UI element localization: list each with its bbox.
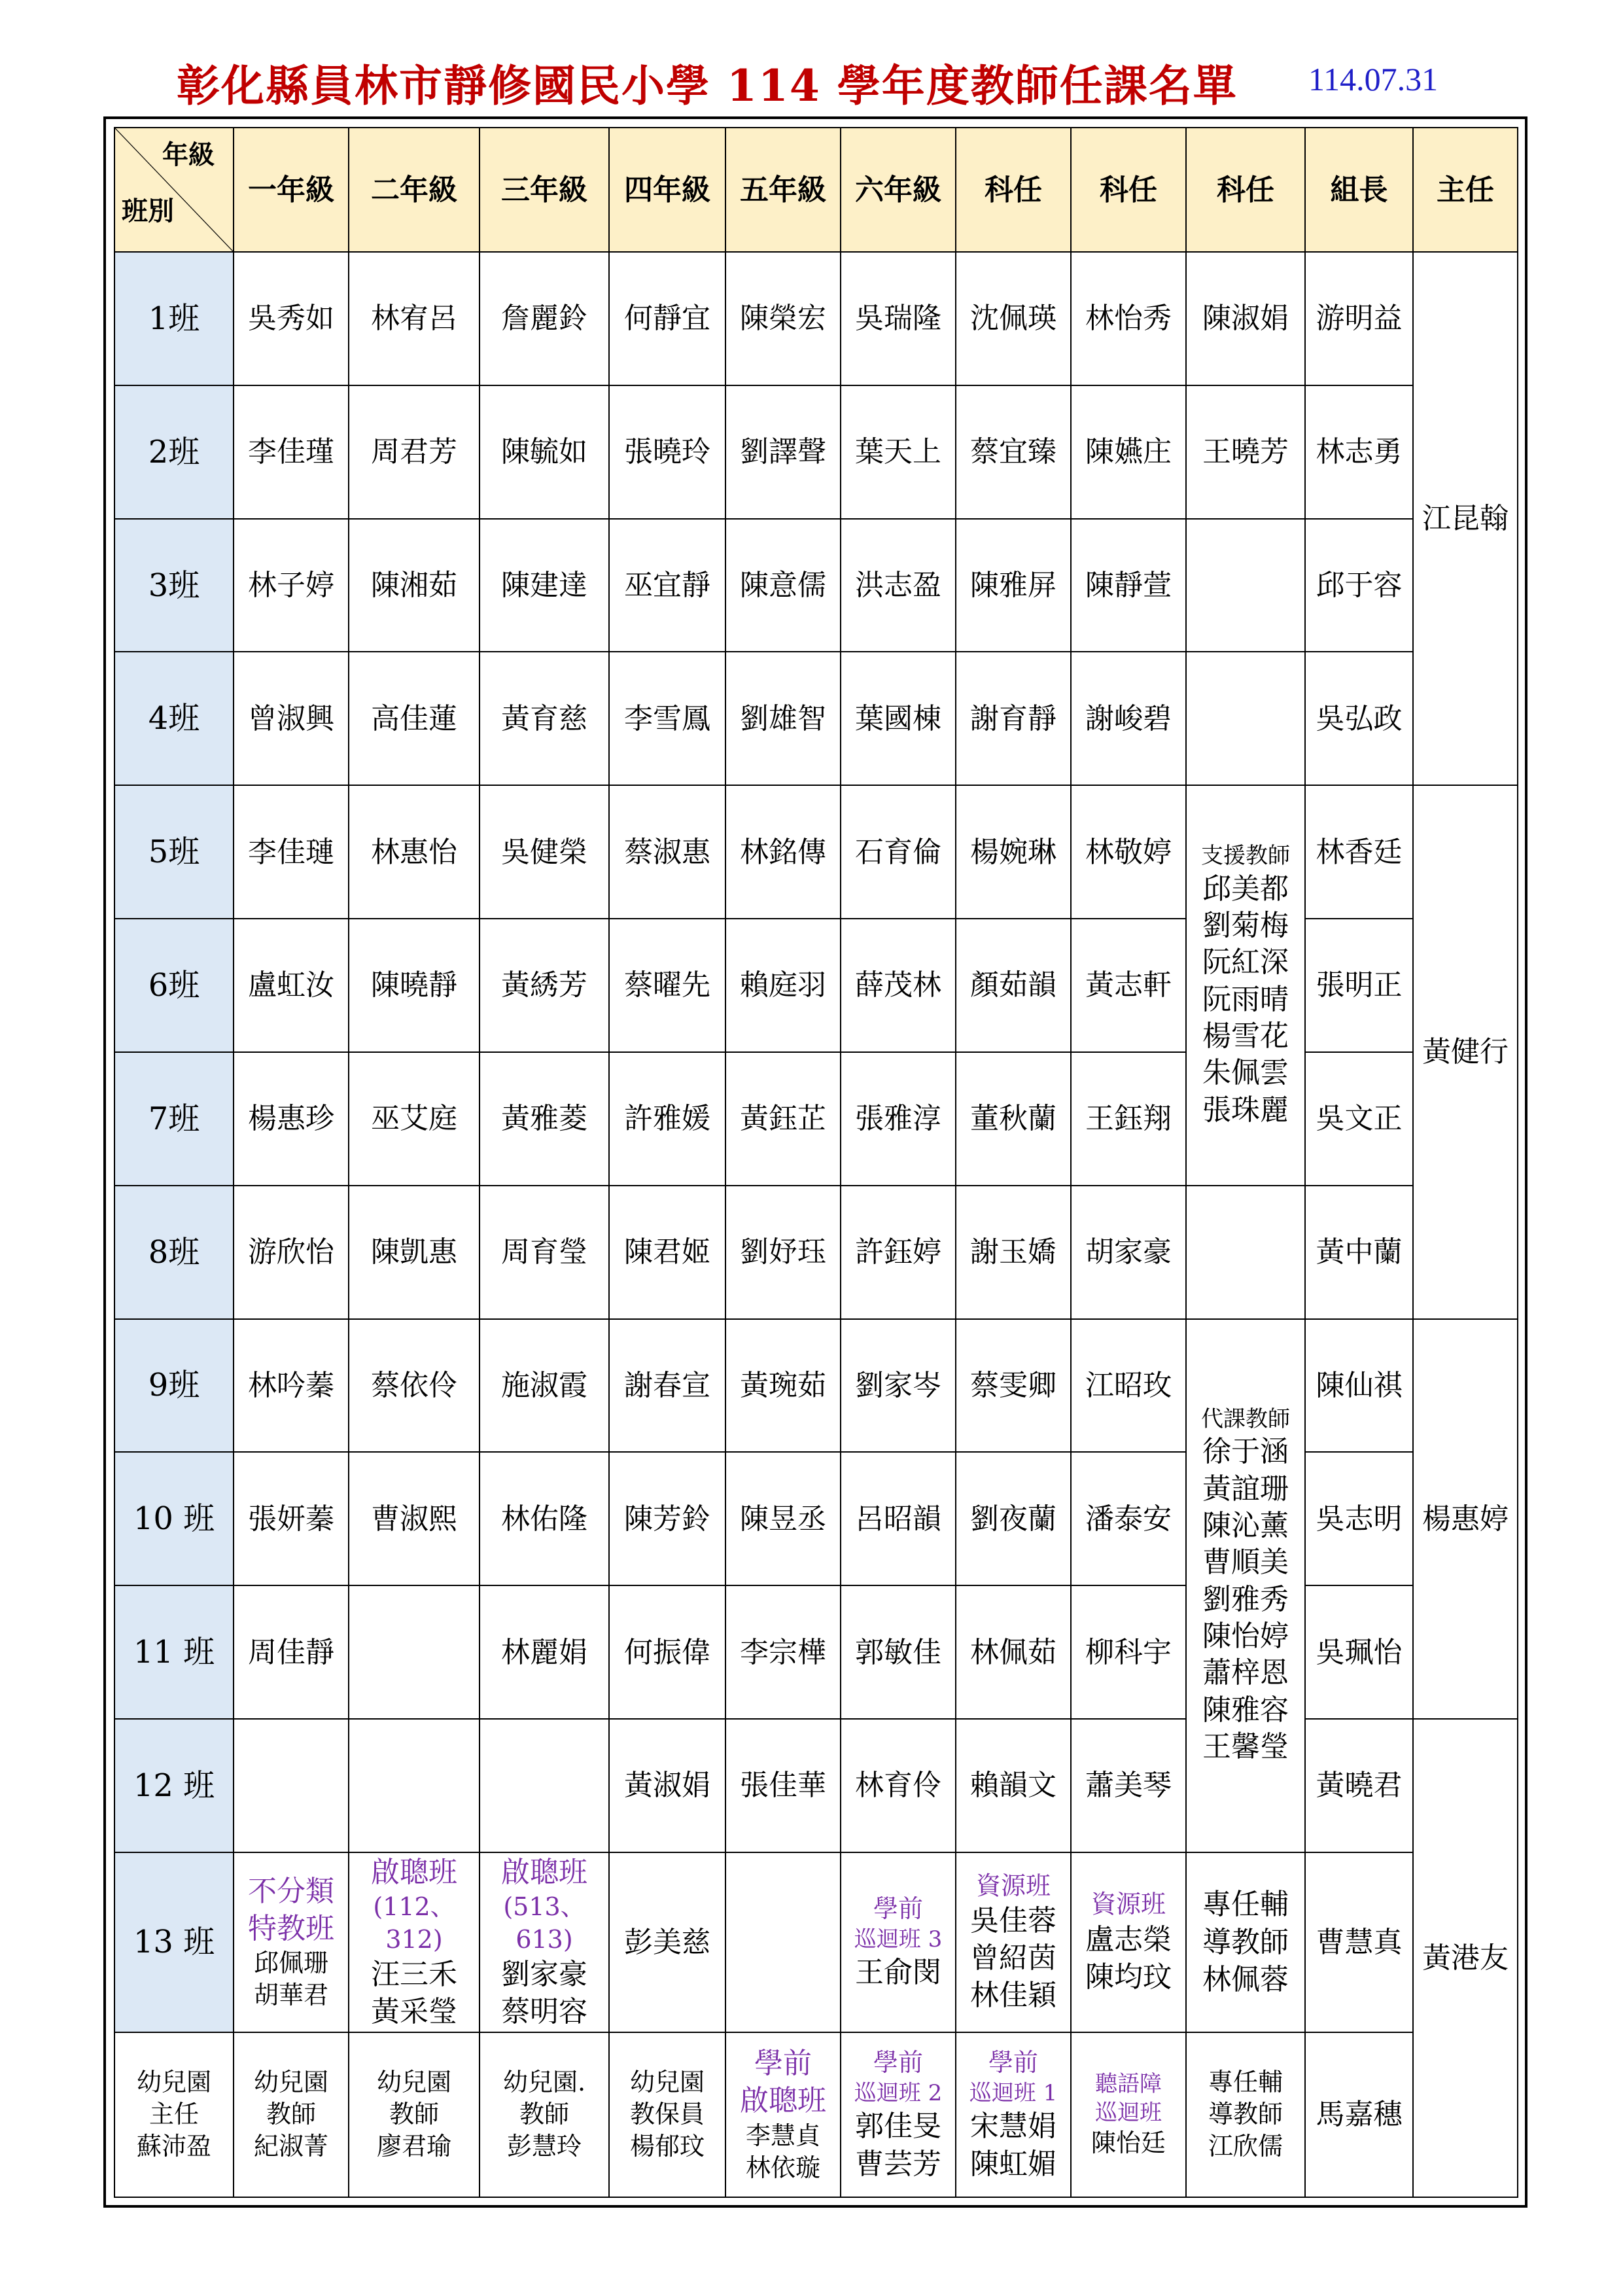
teacher-name: 宋慧娟 bbox=[970, 2110, 1056, 2144]
class-row-6 bbox=[114, 919, 1518, 1052]
special-class-cell bbox=[841, 1852, 956, 2032]
class-row-1 bbox=[114, 252, 1518, 385]
teacher-cell: 劉家岑 bbox=[841, 1319, 956, 1453]
label-line: 教師 bbox=[389, 2100, 439, 2129]
substitute-teachers-title: 代課教師 bbox=[1201, 1405, 1290, 1432]
teacher-cell: 董秋蘭 bbox=[956, 1052, 1071, 1186]
leader-cell: 曹慧真 bbox=[1305, 1852, 1413, 2032]
label-line: 幼兒園. bbox=[502, 2067, 586, 2096]
teacher-cell: 黃綉芳 bbox=[480, 919, 609, 1052]
teacher-cell: 黃鈺芷 bbox=[725, 1052, 841, 1186]
label-line: 蘇沛盈 bbox=[136, 2132, 211, 2161]
teacher-cell: 黃志軒 bbox=[1071, 919, 1186, 1052]
row-label: 11 班 bbox=[114, 1585, 234, 1719]
label-line: 幼兒園 bbox=[253, 2067, 328, 2096]
class-row-11 bbox=[114, 1585, 1518, 1719]
teacher-cell: 林佩茹 bbox=[956, 1585, 1071, 1719]
teacher-cell: 顏茹韻 bbox=[956, 919, 1071, 1052]
row-label: 1班 bbox=[114, 252, 234, 385]
row-label: 4班 bbox=[114, 652, 234, 785]
teacher-cell bbox=[234, 1719, 349, 1852]
teacher-name: 劉家豪 bbox=[501, 1957, 587, 1991]
teacher-cell: 林吟蓁 bbox=[234, 1319, 349, 1453]
teacher-name: 邱佩珊 bbox=[253, 1948, 328, 1977]
teacher-name: 郭佳旻 bbox=[855, 2110, 941, 2144]
teacher-cell: 蔡雯卿 bbox=[956, 1319, 1071, 1453]
teacher-cell: 李宗樺 bbox=[725, 1585, 841, 1719]
teacher-cell-empty bbox=[725, 1852, 841, 2032]
teacher-cell: 呂昭韻 bbox=[841, 1452, 956, 1585]
teacher-cell: 盧虹汝 bbox=[234, 919, 349, 1052]
special-class-cell bbox=[1071, 2032, 1186, 2197]
teacher-cell: 高佳蓮 bbox=[349, 652, 480, 785]
teacher-cell: 謝育靜 bbox=[956, 652, 1071, 785]
teacher-cell: 蔡淑惠 bbox=[609, 785, 725, 919]
teacher-cell: 陳嬿庄 bbox=[1071, 385, 1186, 519]
teacher-cell: 蕭美琴 bbox=[1071, 1719, 1186, 1852]
teacher-cell: 謝春宣 bbox=[609, 1319, 725, 1453]
teacher-cell: 林怡秀 bbox=[1071, 252, 1186, 385]
teacher-cell: 黃琬茹 bbox=[725, 1319, 841, 1453]
teacher-cell: 陳毓如 bbox=[480, 385, 609, 519]
special-class-cell bbox=[234, 1852, 349, 2032]
class-row-8 bbox=[114, 1186, 1518, 1319]
support-teacher: 朱佩雲 bbox=[1202, 1056, 1289, 1090]
teacher-name: 黃采瑩 bbox=[371, 1995, 457, 2029]
teacher-cell: 黃淑娟 bbox=[609, 1719, 725, 1852]
teacher-cell: 劉譯聲 bbox=[725, 385, 841, 519]
teacher-cell: 林敬婷 bbox=[1071, 785, 1186, 919]
director-cell: 楊惠婷 bbox=[1413, 1319, 1518, 1719]
special-class-title: 巡迴班 1 bbox=[969, 2080, 1058, 2107]
special-class-title: 資源班 bbox=[975, 1871, 1051, 1900]
leader-cell: 游明益 bbox=[1305, 252, 1413, 385]
document-date: 114.07.31 bbox=[1308, 61, 1439, 97]
row-label: 6班 bbox=[114, 919, 234, 1052]
special-class-title: 啟聰班 bbox=[501, 1855, 587, 1889]
teacher-name: 胡華君 bbox=[253, 1981, 328, 2010]
header-subject-1: 科任 bbox=[956, 128, 1071, 252]
teacher-name: 王俞閔 bbox=[855, 1956, 941, 1990]
special-class-cell bbox=[725, 2032, 841, 2197]
director-cell: 黃健行 bbox=[1413, 785, 1518, 1318]
teacher-cell: 林佑隆 bbox=[480, 1452, 609, 1585]
class-row-13 bbox=[114, 1852, 1518, 2032]
teacher-cell: 周育瑩 bbox=[480, 1186, 609, 1319]
special-class-cell bbox=[480, 1852, 609, 2032]
teacher-cell: 巫艾庭 bbox=[349, 1052, 480, 1186]
support-teacher: 阮雨晴 bbox=[1202, 982, 1289, 1016]
teacher-cell: 蔡宜臻 bbox=[956, 385, 1071, 519]
support-teachers-cell bbox=[1186, 785, 1305, 1185]
row-label: 13 班 bbox=[114, 1852, 234, 2032]
teacher-assignment-table bbox=[114, 127, 1518, 2198]
substitute-teacher: 王馨瑩 bbox=[1202, 1729, 1289, 1763]
director-cell: 江昆翰 bbox=[1413, 252, 1518, 785]
header-leader: 組長 bbox=[1305, 128, 1413, 252]
class-row-4 bbox=[114, 652, 1518, 785]
kindergarten-director-cell bbox=[114, 2032, 234, 2197]
label-line: 楊郁玟 bbox=[629, 2132, 705, 2161]
leader-cell: 吳弘政 bbox=[1305, 652, 1413, 785]
teacher-cell: 王曉芳 bbox=[1186, 385, 1305, 519]
teacher-cell: 柳科宇 bbox=[1071, 1585, 1186, 1719]
teacher-name: 曾紹茵 bbox=[970, 1941, 1056, 1975]
teacher-cell: 薛茂林 bbox=[841, 919, 956, 1052]
teacher-cell: 陳曉靜 bbox=[349, 919, 480, 1052]
teacher-cell: 李雪鳳 bbox=[609, 652, 725, 785]
header-subject-2: 科任 bbox=[1071, 128, 1186, 252]
special-class-title: (513、613) bbox=[503, 1892, 585, 1954]
teacher-cell: 陳君姬 bbox=[609, 1186, 725, 1319]
teacher-cell: 陳昱丞 bbox=[725, 1452, 841, 1585]
support-teachers-title: 支援教師 bbox=[1201, 843, 1290, 870]
teacher-cell: 劉妤珏 bbox=[725, 1186, 841, 1319]
special-class-title: 啟聰班 bbox=[371, 1855, 457, 1889]
label-line: 紀淑菁 bbox=[253, 2132, 328, 2161]
teacher-name: 李慧貞 bbox=[745, 2121, 820, 2150]
counselor-line: 林佩蓉 bbox=[1202, 1962, 1289, 1996]
teacher-name: 盧志榮 bbox=[1085, 1922, 1172, 1956]
label-line: 幼兒園 bbox=[376, 2067, 451, 2096]
support-teacher: 張珠麗 bbox=[1202, 1093, 1289, 1127]
label-line: 教師 bbox=[266, 2100, 316, 2129]
special-class-title: 學前 bbox=[988, 2047, 1038, 2077]
teacher-name: 汪三禾 bbox=[371, 1957, 457, 1991]
teacher-name: 陳均玟 bbox=[1085, 1960, 1172, 1994]
label-line: 彭慧玲 bbox=[506, 2132, 582, 2161]
teacher-cell: 何靜宜 bbox=[609, 252, 725, 385]
teacher-cell: 彭美慈 bbox=[609, 1852, 725, 2032]
teacher-cell: 林麗娟 bbox=[480, 1585, 609, 1719]
class-row-10 bbox=[114, 1452, 1518, 1585]
leader-cell: 黃中蘭 bbox=[1305, 1186, 1413, 1319]
counselor-line: 江欣儒 bbox=[1208, 2132, 1283, 2161]
teacher-cell: 李佳瑾 bbox=[234, 385, 349, 519]
teacher-cell: 陳榮宏 bbox=[725, 252, 841, 385]
teacher-name: 曹芸芳 bbox=[855, 2147, 941, 2181]
header-director: 主任 bbox=[1413, 128, 1518, 252]
teacher-cell bbox=[349, 1719, 480, 1852]
teacher-cell: 陳淑娟 bbox=[1186, 252, 1305, 385]
teacher-cell: 張妍蓁 bbox=[234, 1452, 349, 1585]
teacher-cell: 許鈺婷 bbox=[841, 1186, 956, 1319]
teacher-cell: 葉天上 bbox=[841, 385, 956, 519]
teacher-cell: 楊惠珍 bbox=[234, 1052, 349, 1186]
teacher-cell: 陳湘茹 bbox=[349, 519, 480, 652]
teacher-cell: 蔡曜先 bbox=[609, 919, 725, 1052]
substitute-teacher: 徐于涵 bbox=[1202, 1435, 1289, 1469]
teacher-cell: 曾淑興 bbox=[234, 652, 349, 785]
teacher-cell: 謝玉嬌 bbox=[956, 1186, 1071, 1319]
special-class-cell bbox=[841, 2032, 956, 2197]
teacher-cell: 林銘傳 bbox=[725, 785, 841, 919]
class-row-3 bbox=[114, 519, 1518, 652]
teacher-cell: 吳秀如 bbox=[234, 252, 349, 385]
class-row-2 bbox=[114, 385, 1518, 519]
teacher-cell: 何振偉 bbox=[609, 1585, 725, 1719]
class-row-7 bbox=[114, 1052, 1518, 1186]
special-class-cell bbox=[1071, 1852, 1186, 2032]
teacher-cell: 陳意儒 bbox=[725, 519, 841, 652]
counselor-line: 導教師 bbox=[1202, 1925, 1289, 1959]
teacher-cell: 劉夜蘭 bbox=[956, 1452, 1071, 1585]
teacher-cell bbox=[1186, 652, 1305, 785]
row-label: 12 班 bbox=[114, 1719, 234, 1852]
teacher-cell: 陳芳鈴 bbox=[609, 1452, 725, 1585]
teacher-cell: 吳健榮 bbox=[480, 785, 609, 919]
leader-cell: 邱于容 bbox=[1305, 519, 1413, 652]
teacher-cell: 林育伶 bbox=[841, 1719, 956, 1852]
teacher-name: 蔡明容 bbox=[501, 1995, 587, 2029]
teacher-cell: 張曉玲 bbox=[609, 385, 725, 519]
row-label: 3班 bbox=[114, 519, 234, 652]
support-teacher: 楊雪花 bbox=[1202, 1019, 1289, 1053]
row-label: 5班 bbox=[114, 785, 234, 919]
kindergarten-teacher-cell bbox=[480, 2032, 609, 2197]
label-line: 主任 bbox=[148, 2100, 199, 2129]
header-grade-2: 二年級 bbox=[349, 128, 480, 252]
header-row bbox=[114, 128, 1518, 252]
teacher-cell: 郭敏佳 bbox=[841, 1585, 956, 1719]
teacher-name: 陳虹媚 bbox=[970, 2147, 1056, 2181]
class-row-12 bbox=[114, 1719, 1518, 1852]
counselor-line: 專任輔 bbox=[1208, 2067, 1283, 2096]
teacher-cell: 周君芳 bbox=[349, 385, 480, 519]
header-grade-3: 三年級 bbox=[480, 128, 609, 252]
label-line: 教保員 bbox=[629, 2100, 705, 2129]
teacher-cell: 陳靜萱 bbox=[1071, 519, 1186, 652]
director-cell: 黃港友 bbox=[1413, 1719, 1518, 2197]
label-line: 幼兒園 bbox=[136, 2067, 211, 2096]
row-label: 7班 bbox=[114, 1052, 234, 1186]
teacher-cell-empty bbox=[1186, 1186, 1305, 1319]
teacher-cell bbox=[480, 1719, 609, 1852]
substitute-teacher: 蕭梓恩 bbox=[1202, 1656, 1289, 1690]
counselor-cell bbox=[1186, 1852, 1305, 2032]
teacher-cell: 黃育慈 bbox=[480, 652, 609, 785]
teacher-cell: 陳建達 bbox=[480, 519, 609, 652]
special-class-title: 聽語障 bbox=[1095, 2070, 1162, 2097]
kindergarten-teacher-cell bbox=[349, 2032, 480, 2197]
teacher-cell: 曹淑熙 bbox=[349, 1452, 480, 1585]
row-label: 9班 bbox=[114, 1319, 234, 1453]
class-row-9 bbox=[114, 1319, 1518, 1453]
leader-cell: 林香廷 bbox=[1305, 785, 1413, 919]
corner-grade-label: 年級 bbox=[162, 139, 215, 170]
special-class-title: 啟聰班 bbox=[740, 2084, 826, 2118]
header-grade-4: 四年級 bbox=[609, 128, 725, 252]
teacher-cell: 洪志盈 bbox=[841, 519, 956, 652]
substitute-teacher: 陳雅容 bbox=[1202, 1693, 1289, 1727]
leader-cell: 林志勇 bbox=[1305, 385, 1413, 519]
special-class-title: 巡迴班 3 bbox=[854, 1926, 943, 1953]
leader-cell: 吳志明 bbox=[1305, 1452, 1413, 1585]
kindergarten-teacher-cell bbox=[234, 2032, 349, 2197]
teacher-cell: 賴庭羽 bbox=[725, 919, 841, 1052]
substitute-teacher: 陳沁薰 bbox=[1202, 1509, 1289, 1543]
page-title: 彰化縣員林市靜修國民小學 114 學年度教師任課名單 bbox=[177, 60, 1238, 111]
class-row-5 bbox=[114, 785, 1518, 919]
teacher-cell: 張佳華 bbox=[725, 1719, 841, 1852]
teacher-cell: 陳凱惠 bbox=[349, 1186, 480, 1319]
teacher-cell: 葉國棟 bbox=[841, 652, 956, 785]
leader-cell: 陳仙祺 bbox=[1305, 1319, 1413, 1453]
teacher-cell: 黃雅菱 bbox=[480, 1052, 609, 1186]
special-class-title: 資源班 bbox=[1091, 1890, 1166, 1919]
teacher-cell: 林子婷 bbox=[234, 519, 349, 652]
support-teacher: 劉菊梅 bbox=[1202, 908, 1289, 942]
special-class-title: 巡迴班 2 bbox=[854, 2080, 943, 2107]
teacher-cell: 江昭玫 bbox=[1071, 1319, 1186, 1453]
substitute-teacher: 陳怡婷 bbox=[1202, 1619, 1289, 1653]
teacher-cell: 胡家豪 bbox=[1071, 1186, 1186, 1319]
header-grade-5: 五年級 bbox=[725, 128, 841, 252]
teacher-cell: 許雅媛 bbox=[609, 1052, 725, 1186]
teacher-cell: 賴韻文 bbox=[956, 1719, 1071, 1852]
special-class-title: 巡迴班 bbox=[1095, 2100, 1162, 2127]
teacher-cell: 李佳璉 bbox=[234, 785, 349, 919]
teacher-cell: 楊婉琳 bbox=[956, 785, 1071, 919]
teacher-cell: 施淑霞 bbox=[480, 1319, 609, 1453]
teacher-cell: 林宥呂 bbox=[349, 252, 480, 385]
teacher-cell: 劉雄智 bbox=[725, 652, 841, 785]
substitute-teacher: 劉雅秀 bbox=[1202, 1582, 1289, 1616]
teacher-name: 林依璇 bbox=[745, 2153, 820, 2182]
special-class-title: 學前 bbox=[873, 1894, 923, 1923]
teacher-name: 吳佳蓉 bbox=[970, 1904, 1056, 1938]
row-label: 8班 bbox=[114, 1186, 234, 1319]
label-line: 教師 bbox=[519, 2100, 569, 2129]
special-class-cell bbox=[956, 1852, 1071, 2032]
support-teacher: 阮紅深 bbox=[1202, 945, 1289, 980]
special-class-title: 學前 bbox=[873, 2047, 923, 2077]
label-line: 幼兒園 bbox=[629, 2067, 705, 2096]
teacher-cell: 蔡依伶 bbox=[349, 1319, 480, 1453]
leader-cell: 吳珮怡 bbox=[1305, 1585, 1413, 1719]
special-class-cell bbox=[349, 1852, 480, 2032]
counselor-line: 專任輔 bbox=[1202, 1888, 1289, 1922]
kindergarten-row bbox=[114, 2032, 1518, 2197]
teacher-cell: 石育倫 bbox=[841, 785, 956, 919]
counselor-cell bbox=[1186, 2032, 1305, 2197]
teacher-cell: 王鈺翔 bbox=[1071, 1052, 1186, 1186]
row-label: 10 班 bbox=[114, 1452, 234, 1585]
teacher-cell: 謝峻碧 bbox=[1071, 652, 1186, 785]
leader-cell: 吳文正 bbox=[1305, 1052, 1413, 1186]
teacher-cell: 巫宜靜 bbox=[609, 519, 725, 652]
teacher-cell bbox=[349, 1585, 480, 1719]
counselor-line: 導教師 bbox=[1208, 2100, 1283, 2129]
leader-cell: 馬嘉穗 bbox=[1305, 2032, 1413, 2197]
teacher-cell: 潘泰安 bbox=[1071, 1452, 1186, 1585]
kindergarten-teacher-cell bbox=[609, 2032, 725, 2197]
support-teacher: 邱美都 bbox=[1202, 872, 1289, 906]
teacher-cell: 詹麗鈴 bbox=[480, 252, 609, 385]
substitute-teacher: 曹順美 bbox=[1202, 1545, 1289, 1580]
corner-class-label: 班別 bbox=[122, 196, 174, 226]
header-subject-3: 科任 bbox=[1186, 128, 1305, 252]
leader-cell: 張明正 bbox=[1305, 919, 1413, 1052]
teacher-cell: 林惠怡 bbox=[349, 785, 480, 919]
header-grade-6: 六年級 bbox=[841, 128, 956, 252]
special-class-title: 學前 bbox=[754, 2047, 812, 2081]
header-grade-1: 一年級 bbox=[234, 128, 349, 252]
corner-cell bbox=[114, 128, 234, 252]
teacher-cell: 沈佩瑛 bbox=[956, 252, 1071, 385]
teacher-cell: 游欣怡 bbox=[234, 1186, 349, 1319]
teacher-name: 林佳穎 bbox=[970, 1979, 1056, 2013]
leader-cell: 黃曉君 bbox=[1305, 1719, 1413, 1852]
label-line: 廖君瑜 bbox=[376, 2132, 451, 2161]
substitute-teachers-cell bbox=[1186, 1319, 1305, 1852]
teacher-cell bbox=[1186, 519, 1305, 652]
teacher-name: 陳怡廷 bbox=[1091, 2128, 1166, 2158]
row-label: 2班 bbox=[114, 385, 234, 519]
special-class-title: 特教班 bbox=[248, 1911, 334, 1945]
substitute-teacher: 黃誼珊 bbox=[1202, 1472, 1289, 1506]
teacher-cell: 吳瑞隆 bbox=[841, 252, 956, 385]
teacher-cell: 周佳靜 bbox=[234, 1585, 349, 1719]
special-class-title: 不分類 bbox=[248, 1874, 334, 1908]
teacher-cell: 陳雅屏 bbox=[956, 519, 1071, 652]
teacher-cell: 張雅淳 bbox=[841, 1052, 956, 1186]
special-class-cell bbox=[956, 2032, 1071, 2197]
special-class-title: (112、312) bbox=[373, 1892, 455, 1954]
